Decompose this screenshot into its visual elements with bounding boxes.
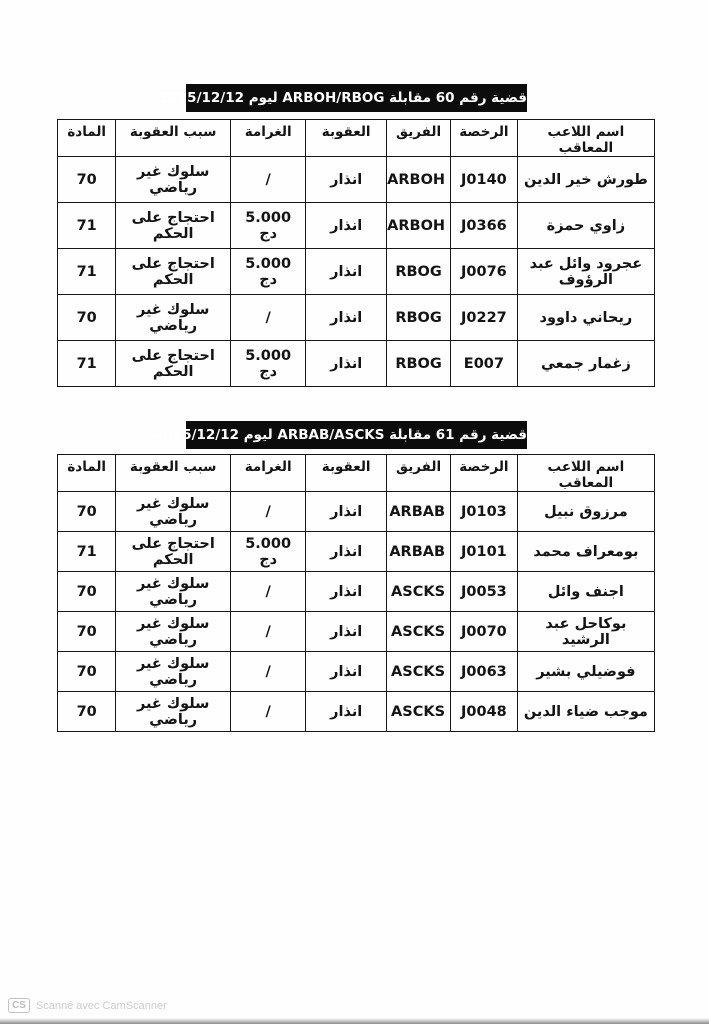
table-cell: ARBAB (387, 532, 451, 572)
table-cell: / (231, 692, 306, 732)
table-row (58, 341, 655, 387)
column-header: اسم اللاعب المعاقب (517, 120, 654, 157)
table-cell: انذار (306, 157, 387, 203)
table-cell: سلوك غير رياضي (116, 295, 231, 341)
table-row (58, 572, 655, 612)
table-cell: 70 (58, 492, 116, 532)
table-cell: ASCKS (387, 612, 451, 652)
table-cell: عجرود وائل عبد الرؤوف (517, 249, 654, 295)
table-cell: ASCKS (387, 692, 451, 732)
table-cell: 71 (58, 532, 116, 572)
table-row (58, 532, 655, 572)
table-cell: J0227 (451, 295, 518, 341)
table-cell: طورش خير الدين (517, 157, 654, 203)
table-cell: 70 (58, 572, 116, 612)
column-header: الفريق (387, 120, 451, 157)
table-row (58, 157, 655, 203)
camscanner-watermark (8, 998, 167, 1013)
table-cell: / (231, 492, 306, 532)
table-cell: J0366 (451, 203, 518, 249)
column-header: المادة (58, 120, 116, 157)
table-cell: 70 (58, 652, 116, 692)
table-row (58, 692, 655, 732)
table-cell: / (231, 157, 306, 203)
table-cell: اجنف وائل (517, 572, 654, 612)
case-60-sanctions-table (57, 119, 655, 387)
header-row (58, 455, 655, 492)
table-cell: انذار (306, 203, 387, 249)
table-cell: انذار (306, 692, 387, 732)
table-row (58, 203, 655, 249)
table-cell: مرزوق نبيل (517, 492, 654, 532)
column-header: اسم اللاعب المعاقب (517, 455, 654, 492)
column-header: الغرامة (231, 120, 306, 157)
column-header: الغرامة (231, 455, 306, 492)
table-cell: J0048 (451, 692, 518, 732)
table-cell: ARBAB (387, 492, 451, 532)
table-cell: سلوك غير رياضي (116, 652, 231, 692)
camscanner-watermark-text: Scanné avec CamScanner (35, 999, 167, 1012)
table-cell: / (231, 652, 306, 692)
table-cell: J0070 (451, 612, 518, 652)
table-row (58, 612, 655, 652)
table-cell: RBOG (387, 249, 451, 295)
table-cell: ARBOH (387, 203, 451, 249)
column-header: العقوبة (306, 120, 387, 157)
table-cell: RBOG (387, 341, 451, 387)
table-cell: بومعراف محمد (517, 532, 654, 572)
table-cell: 71 (58, 203, 116, 249)
table-cell: RBOG (387, 295, 451, 341)
table-cell: J0053 (451, 572, 518, 612)
table-cell: بوكاحل عبد الرشيد (517, 612, 654, 652)
table-cell: انذار (306, 249, 387, 295)
column-header: المادة (58, 455, 116, 492)
table-cell: 5.000 دج (231, 249, 306, 295)
table-cell: سلوك غير رياضي (116, 612, 231, 652)
table-cell: 71 (58, 341, 116, 387)
column-header: الرخصة (451, 455, 518, 492)
table-cell: / (231, 572, 306, 612)
table-cell: J0103 (451, 492, 518, 532)
table-cell: 71 (58, 249, 116, 295)
scan-bottom-edge (0, 1018, 709, 1024)
table-cell: انذار (306, 295, 387, 341)
table-cell: انذار (306, 612, 387, 652)
table-cell: J0063 (451, 652, 518, 692)
table-cell: احتجاج على الحكم (116, 532, 231, 572)
table-row (58, 249, 655, 295)
table-row (58, 492, 655, 532)
column-header: سبب العقوبة (116, 455, 231, 492)
table-cell: / (231, 295, 306, 341)
table-cell: 70 (58, 612, 116, 652)
table-cell: 70 (58, 295, 116, 341)
table-cell: موجب ضياء الدين (517, 692, 654, 732)
table-cell: J0076 (451, 249, 518, 295)
column-header: الرخصة (451, 120, 518, 157)
table-cell: ASCKS (387, 572, 451, 612)
table-cell: 5.000 دج (231, 341, 306, 387)
table-cell: احتجاج على الحكم (116, 341, 231, 387)
table-cell: فوضيلي بشير (517, 652, 654, 692)
table-cell: انذار (306, 492, 387, 532)
case-60-title-bar: قضية رقم 60 مقابلة ARBOH/RBOG ليوم 2025/12/12 (186, 84, 527, 112)
column-header: العقوبة (306, 455, 387, 492)
table-cell: انذار (306, 341, 387, 387)
table-cell: E007 (451, 341, 518, 387)
table-row (58, 295, 655, 341)
table-cell: انذار (306, 572, 387, 612)
table-cell: سلوك غير رياضي (116, 572, 231, 612)
column-header: سبب العقوبة (116, 120, 231, 157)
table-cell: 70 (58, 157, 116, 203)
table-cell: ASCKS (387, 652, 451, 692)
table-cell: انذار (306, 652, 387, 692)
column-header: الفريق (387, 455, 451, 492)
header-row (58, 120, 655, 157)
table-cell: احتجاج على الحكم (116, 203, 231, 249)
case-61-sanctions-table (57, 454, 655, 732)
table-cell: سلوك غير رياضي (116, 692, 231, 732)
table-cell: 5.000 دج (231, 203, 306, 249)
table-cell: 70 (58, 692, 116, 732)
camscanner-icon: CS (8, 998, 30, 1013)
table-cell: سلوك غير رياضي (116, 157, 231, 203)
table-cell: زغمار جمعي (517, 341, 654, 387)
table-cell: ريحاني داوود (517, 295, 654, 341)
table-cell: / (231, 612, 306, 652)
table-cell: 5.000 دج (231, 532, 306, 572)
table-cell: زاوي حمزة (517, 203, 654, 249)
table-cell: انذار (306, 532, 387, 572)
table-cell: J0101 (451, 532, 518, 572)
table-row (58, 652, 655, 692)
table-cell: J0140 (451, 157, 518, 203)
table-cell: سلوك غير رياضي (116, 492, 231, 532)
case-61-title-bar: قضية رقم 61 مقابلة ARBAB/ASCKS ليوم 2025/12/12 (186, 421, 527, 449)
table-cell: ARBOH (387, 157, 451, 203)
table-cell: احتجاج على الحكم (116, 249, 231, 295)
